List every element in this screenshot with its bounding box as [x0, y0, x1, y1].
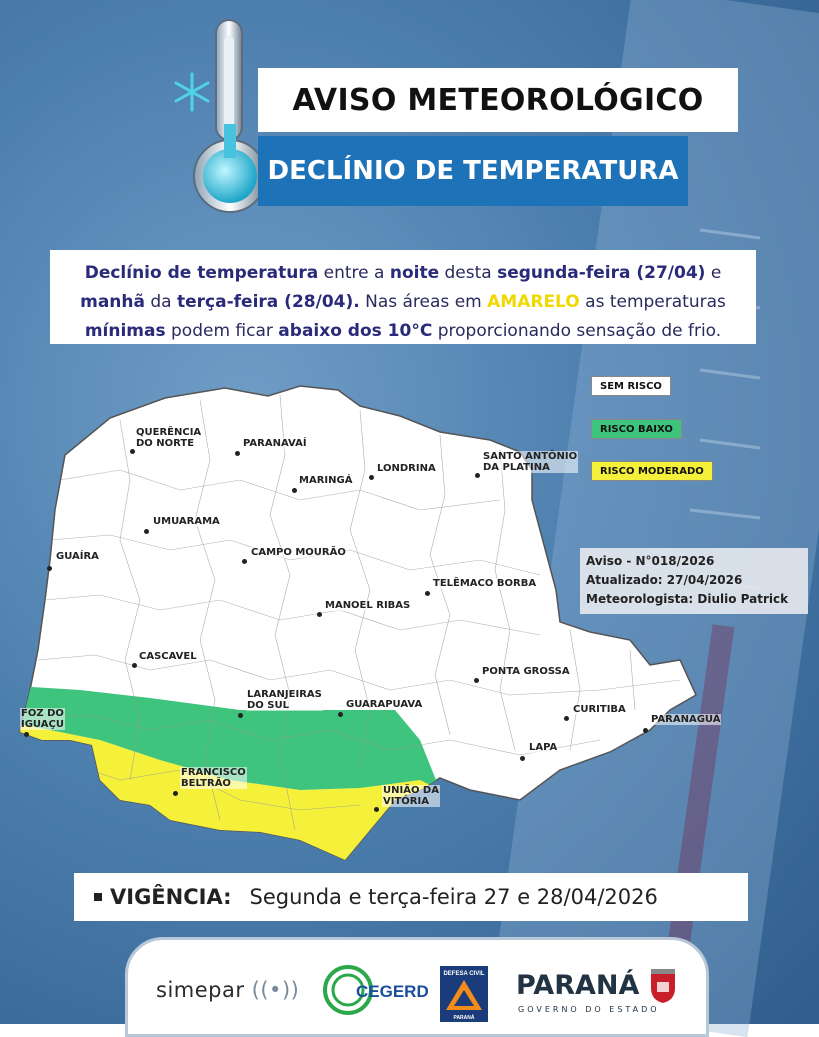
city-dot	[144, 529, 149, 534]
desc-part: Declínio de temperatura	[84, 263, 319, 283]
desc-part: noite	[389, 263, 440, 283]
simepar-text: simepar	[156, 978, 245, 1002]
city-line: DO NORTE	[136, 438, 195, 449]
city-label-umuarama: UMUARAMA	[153, 516, 220, 527]
desc-part: as temperaturas	[579, 292, 726, 312]
city-dot	[474, 678, 479, 683]
city-label-guarapuava: GUARAPUAVA	[346, 699, 423, 710]
city-dot	[425, 591, 430, 596]
title-box	[258, 68, 738, 132]
city-dot	[292, 488, 297, 493]
city-label-paranavai: PARANAVAÍ	[243, 438, 307, 449]
city-label-londrina: LONDRINA	[377, 463, 436, 474]
defesa-civil-state: PARANÁ	[453, 1015, 475, 1021]
updated-date: Atualizado: 27/04/2026	[586, 573, 743, 587]
meteorologist: Meteorologista: Diulio Patrick	[586, 592, 789, 606]
city-dot	[173, 791, 178, 796]
city-label-maringa: MARINGÁ	[299, 475, 353, 486]
city-line: LARANJEIRAS	[247, 689, 322, 700]
city-dot	[564, 716, 569, 721]
footer-logos	[125, 937, 709, 1037]
simepar-logo	[156, 978, 299, 1002]
city-dot	[24, 732, 29, 737]
desc-part: entre a	[318, 263, 390, 283]
city-line: DA PLATINA	[483, 462, 550, 473]
validity-text: Segunda e terça-feira 27 e 28/04/2026	[249, 885, 658, 909]
city-label-manoel-ribas: MANOEL RIBAS	[325, 600, 411, 611]
desc-part: AMARELO	[487, 292, 580, 312]
cegerd-text: CEGERD	[356, 982, 429, 1001]
city-dot	[338, 712, 343, 717]
snowflake-icon	[176, 74, 208, 110]
defesa-civil-text: DEFESA CIVIL	[443, 971, 485, 977]
desc-part: mínimas	[84, 321, 166, 341]
city-label-cascavel: CASCAVEL	[139, 651, 197, 662]
city-dot	[235, 451, 240, 456]
defesa-civil-logo	[438, 964, 490, 1024]
city-label-curitiba: CURITIBA	[573, 704, 626, 715]
city-dot	[520, 756, 525, 761]
city-line: FOZ DO	[21, 708, 64, 719]
city-dot	[242, 559, 247, 564]
city-dot	[369, 475, 374, 480]
city-dot	[238, 713, 243, 718]
city-dot	[47, 566, 52, 571]
desc-part: segunda-feira (27/04)	[497, 263, 706, 283]
desc-part: abaixo dos 10°C	[278, 321, 433, 341]
desc-part: proporcionando sensação de frio.	[432, 321, 722, 341]
city-dot	[132, 663, 137, 668]
city-dot	[475, 473, 480, 478]
validity-bar	[74, 873, 748, 921]
legend-risco-baixo: RISCO BAIXO	[591, 419, 682, 439]
parana-logo-text: PARANÁ	[516, 970, 640, 1001]
page-title: AVISO METEOROLÓGICO	[292, 82, 704, 118]
signal-icon: ((•))	[251, 978, 300, 1002]
city-line: DO SUL	[247, 700, 289, 711]
warning-info-box	[580, 548, 808, 614]
desc-part: da	[144, 292, 178, 312]
legend-risco-moderado: RISCO MODERADO	[591, 461, 713, 481]
warning-number: Aviso - N°018/2026	[586, 554, 715, 568]
city-dot	[130, 449, 135, 454]
cegerd-logo	[322, 964, 429, 1016]
city-label-ponta-grossa: PONTA GROSSA	[482, 666, 570, 677]
desc-part: Nas áreas em	[359, 292, 488, 312]
city-line: BELTRÃO	[181, 778, 231, 789]
page-subtitle: DECLÍNIO DE TEMPERATURA	[267, 156, 679, 186]
city-label-foz-do-iguacu	[20, 708, 65, 730]
city-label-francisco-beltrao	[180, 767, 247, 789]
city-label-paranagua: PARANAGUÁ	[651, 714, 721, 725]
city-line: UNIÃO DA	[383, 785, 439, 796]
city-line: SANTO ANTÔNIO	[483, 451, 578, 462]
city-line: IGUAÇU	[21, 719, 64, 730]
city-dot	[643, 728, 648, 733]
city-label-querencia	[135, 427, 202, 449]
city-label-laranjeiras	[246, 689, 323, 711]
desc-part: manhã	[80, 292, 145, 312]
validity-label: VIGÊNCIA:	[110, 885, 232, 909]
desc-part: e	[705, 263, 722, 283]
desc-part: podem ficar	[165, 321, 279, 341]
desc-part: desta	[439, 263, 498, 283]
city-label-uniao-da-vitoria	[382, 785, 440, 807]
city-label-guaira: GUAÍRA	[56, 551, 99, 562]
city-label-santo-antonio	[482, 451, 578, 473]
legend-sem-risco: SEM RISCO	[591, 376, 671, 396]
city-line: FRANCISCO	[181, 767, 246, 778]
city-label-lapa: LAPA	[529, 742, 558, 753]
desc-part: terça-feira (28/04).	[177, 292, 360, 312]
city-dot	[317, 612, 322, 617]
city-dot	[374, 807, 379, 812]
city-label-campo-mourao: CAMPO MOURÃO	[251, 547, 346, 558]
city-line: QUERÊNCIA	[136, 427, 202, 438]
parana-logo-sub: GOVERNO DO ESTADO	[518, 1005, 660, 1014]
city-label-telemaco-borba: TELÊMACO BORBA	[433, 578, 537, 589]
parana-crest-icon	[648, 968, 678, 1004]
subtitle-box	[258, 136, 688, 206]
warning-description	[50, 250, 756, 344]
city-line: VITÓRIA	[383, 796, 429, 807]
bullet-square	[94, 893, 102, 901]
